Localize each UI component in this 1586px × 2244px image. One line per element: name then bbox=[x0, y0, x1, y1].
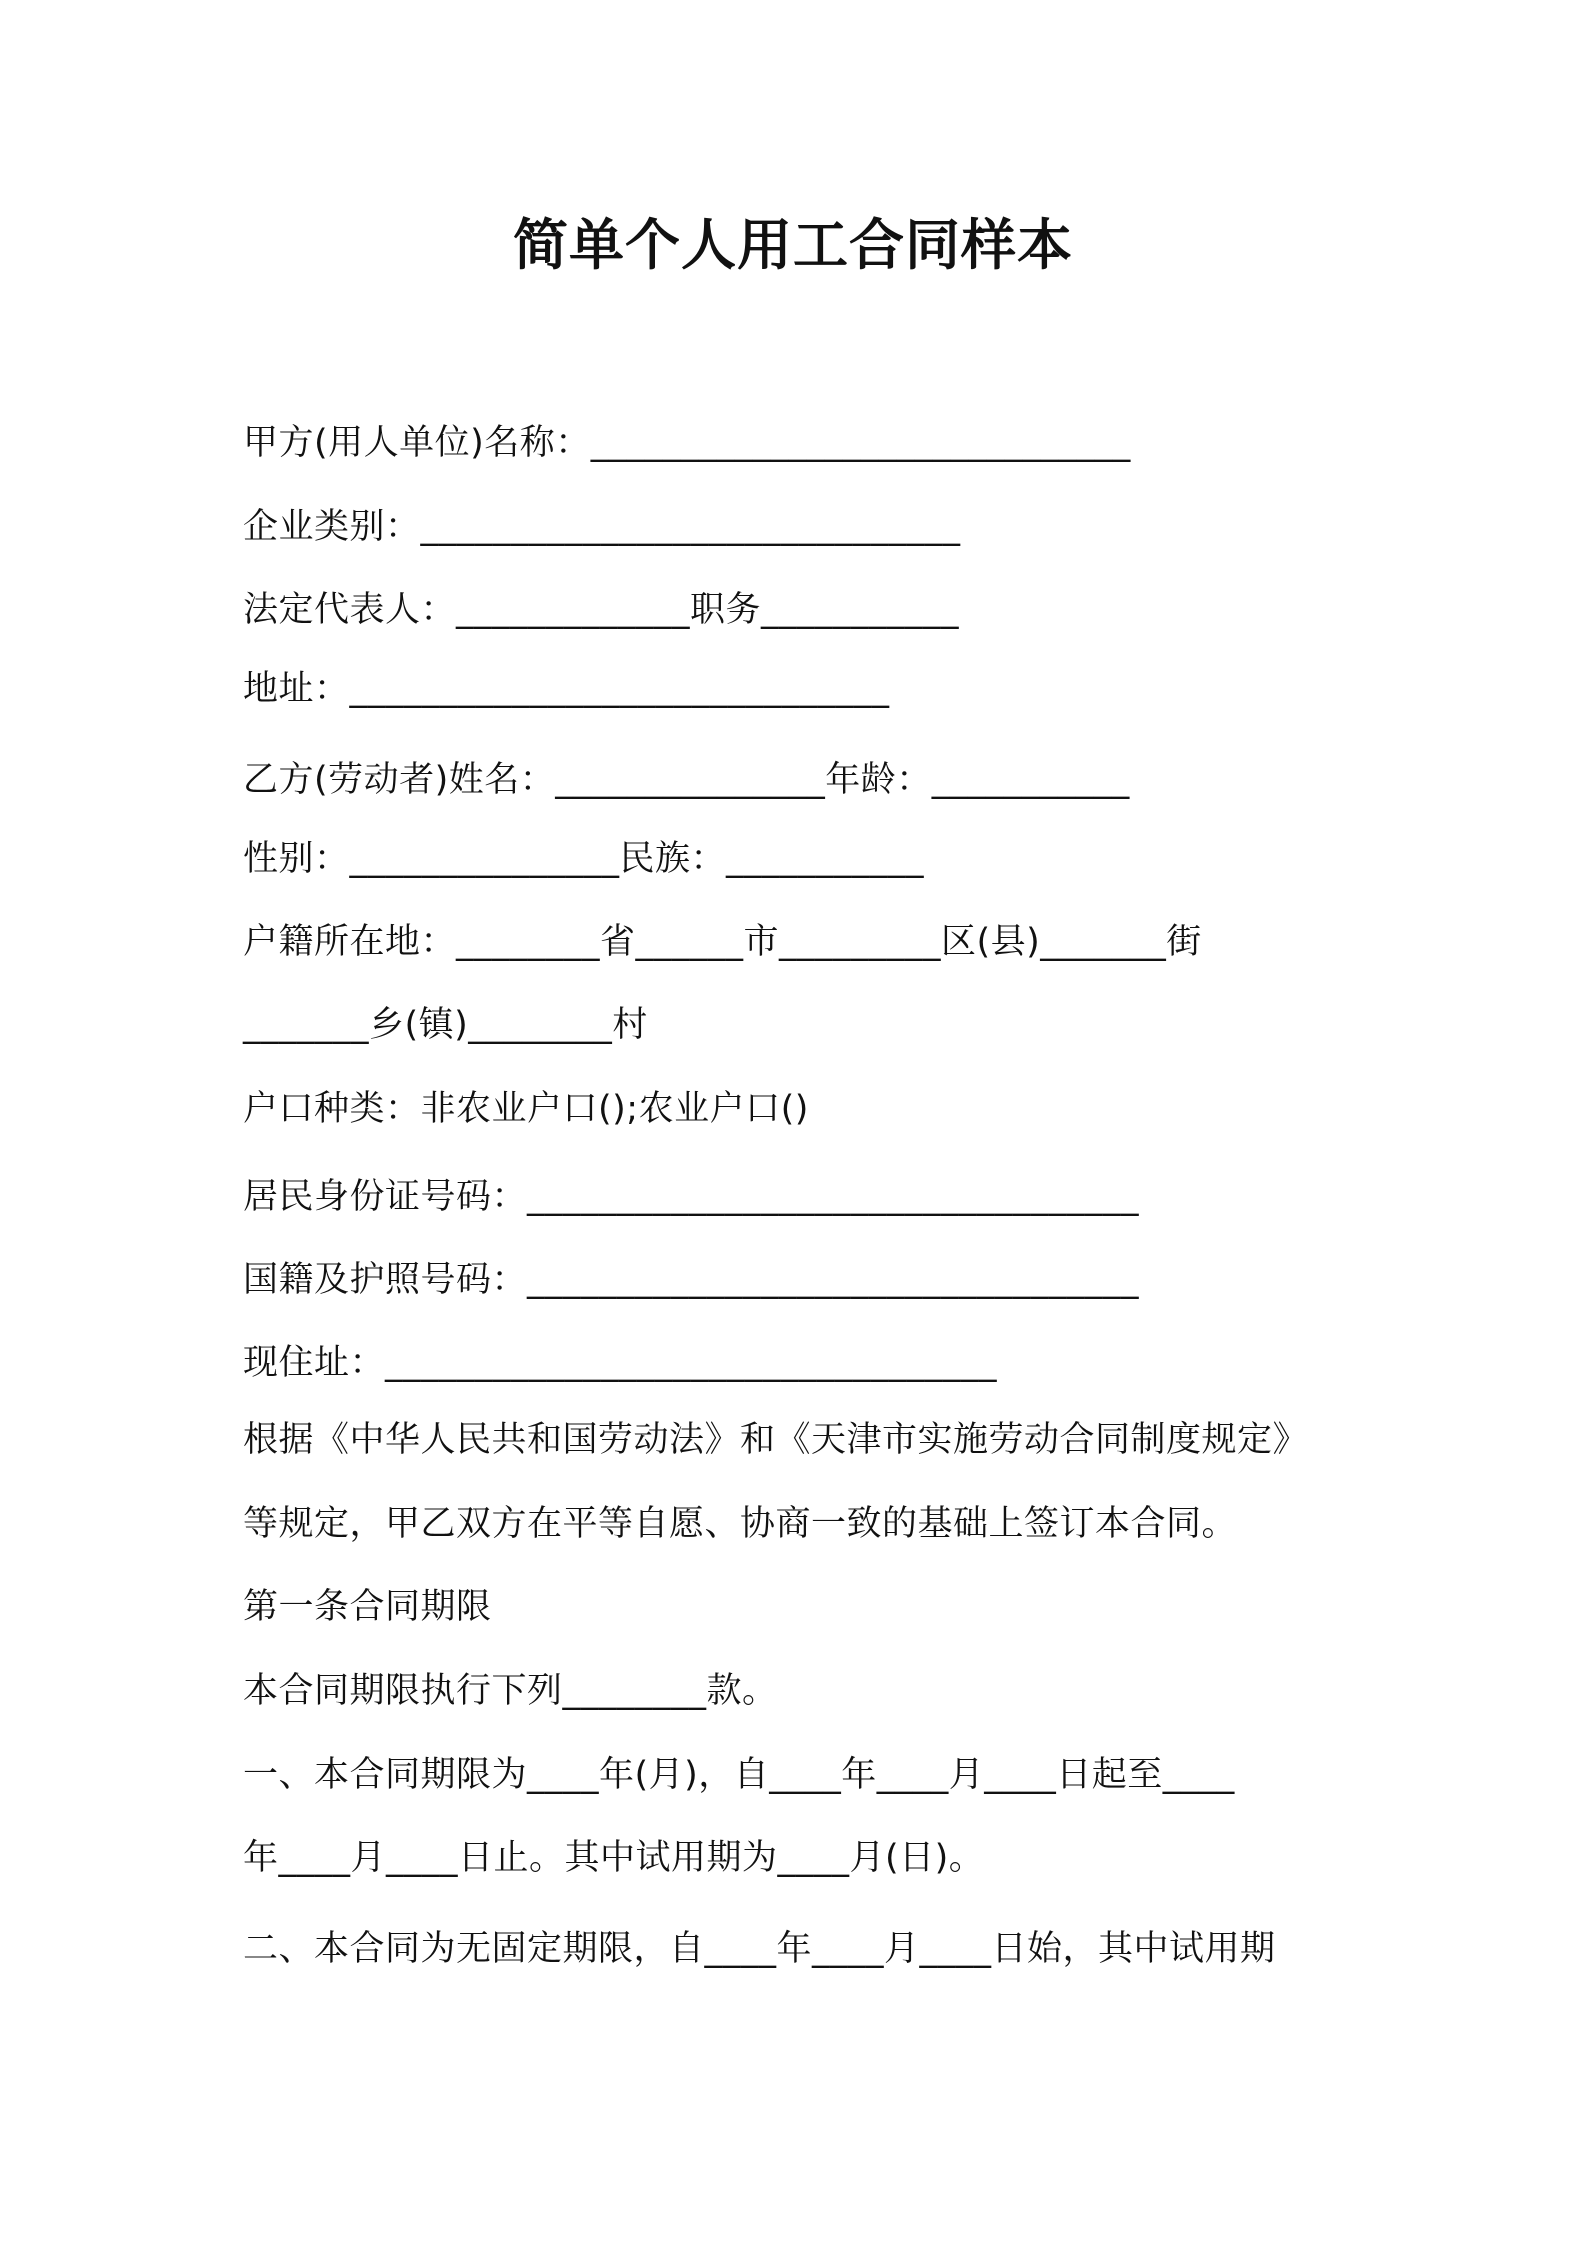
paragraph-basis-line-1: 根据《中华人民共和国劳动法》和《天津市实施劳动合同制度规定》 bbox=[243, 1420, 1309, 1460]
address-line: 地址：______________________________ bbox=[243, 669, 890, 709]
clause-one-line-2: 年____月____日止。其中试用期为____月(日)。 bbox=[243, 1838, 985, 1878]
household-type-line: 户口种类：非农业户口();农业户口() bbox=[243, 1089, 809, 1129]
clause-two-line-1: 二、本合同为无固定期限，自____年____月____日始，其中试用期 bbox=[243, 1929, 1276, 1969]
article-one-intro: 本合同期限执行下列________款。 bbox=[243, 1671, 778, 1711]
current-address-line: 现住址：__________________________________ bbox=[243, 1343, 998, 1383]
paragraph-basis-line-2: 等规定，甲乙双方在平等自愿、协商一致的基础上签订本合同。 bbox=[243, 1504, 1238, 1544]
enterprise-type-line: 企业类别：______________________________ bbox=[243, 507, 961, 547]
article-one-heading: 第一条合同期限 bbox=[243, 1587, 492, 1627]
nationality-passport-line: 国籍及护照号码：__________________________________ bbox=[243, 1260, 1140, 1300]
id-card-number-line: 居民身份证号码：__________________________________ bbox=[243, 1177, 1140, 1217]
employer-name-line: 甲方(用人单位)名称：______________________________ bbox=[243, 423, 1131, 463]
legal-representative-line: 法定代表人：_____________职务___________ bbox=[243, 590, 960, 630]
employee-name-age-line: 乙方(劳动者)姓名：_______________年龄：___________ bbox=[243, 760, 1130, 800]
gender-ethnicity-line: 性别：_______________民族：___________ bbox=[243, 839, 925, 879]
document-title: 简单个人用工合同样本 bbox=[512, 213, 1073, 277]
clause-one-line-1: 一、本合同期限为____年(月)，自____年____月____日起至____ bbox=[243, 1755, 1235, 1795]
household-registration-line: 户籍所在地：________省______市_________区(县)_______街 bbox=[243, 922, 1202, 962]
household-registration-line-2: _______乡(镇)________村 bbox=[243, 1005, 648, 1045]
